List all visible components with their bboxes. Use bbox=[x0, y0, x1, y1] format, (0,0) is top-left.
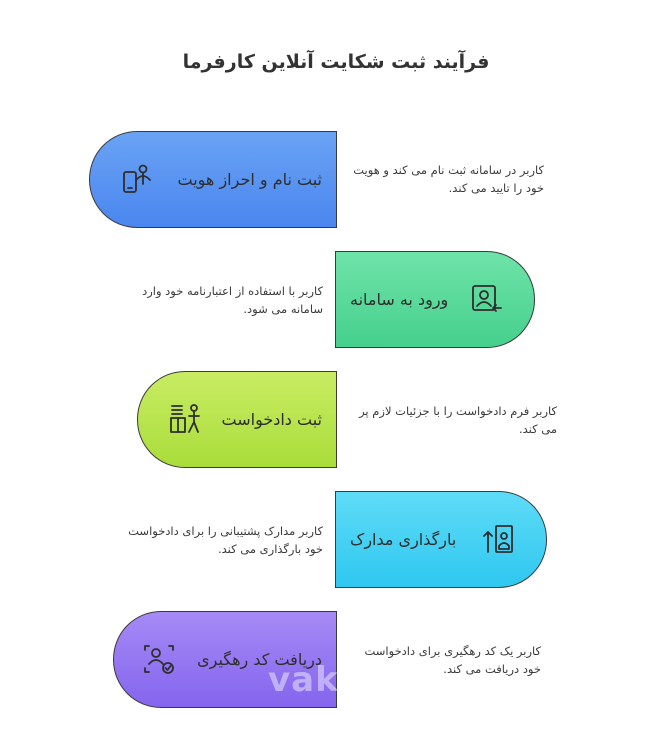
step-3-petition bbox=[137, 371, 337, 468]
step-1-description: کاربر در سامانه ثبت نام می کند و هویت خود را تایید می کند. bbox=[353, 163, 544, 195]
form-writing-icon bbox=[168, 402, 202, 436]
step-2-description: کاربر با استفاده از اعتبارنامه خود وارد سامانه می شود. bbox=[142, 284, 323, 316]
upload-document-icon bbox=[482, 522, 516, 556]
step-2-label: ورود به سامانه bbox=[350, 290, 449, 309]
step-5-description: کاربر یک کد رهگیری برای دادخواست خود دریافت می کند. bbox=[364, 644, 541, 676]
login-profile-icon bbox=[469, 282, 503, 316]
step-3-label: ثبت دادخواست bbox=[221, 410, 322, 429]
step-5-label: دریافت کد رهگیری bbox=[197, 650, 322, 669]
step-4-upload bbox=[335, 491, 547, 588]
person-phone-icon bbox=[120, 162, 154, 196]
step-1-label: ثبت نام و احراز هویت bbox=[177, 170, 322, 189]
step-4-label: بارگذاری مدارک bbox=[350, 530, 457, 549]
step-1-register bbox=[89, 131, 337, 228]
watermark-logo: vak bbox=[268, 660, 339, 700]
tracking-check-icon bbox=[142, 642, 176, 676]
diagram-title: فرآیند ثبت شکایت آنلاین کارفرما bbox=[182, 51, 490, 73]
step-4-description: کاربر مدارک پشتیبانی را برای دادخواست خود بارگذاری می کند. bbox=[128, 524, 323, 556]
step-3-description: کاربر فرم دادخواست را با جزئیات لازم پر می کند. bbox=[359, 404, 557, 436]
step-2-login bbox=[335, 251, 535, 348]
